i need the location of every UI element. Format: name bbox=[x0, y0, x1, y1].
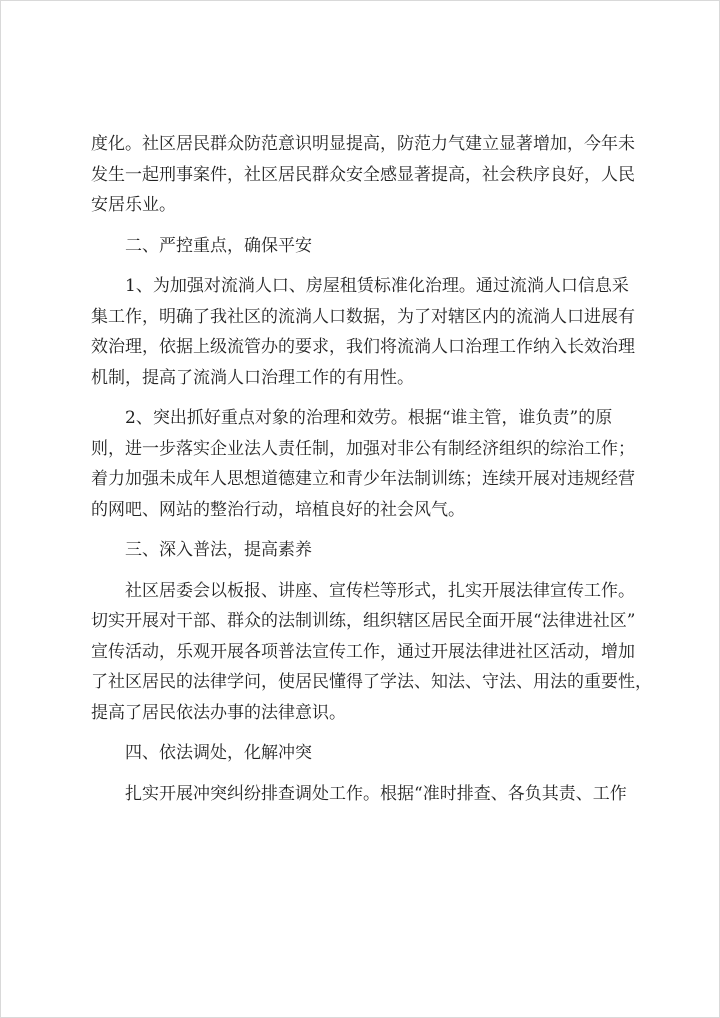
text-line: 宣传活动，乐观开展各项普法宣传工作，通过开展法律进社区活动，增加 bbox=[91, 641, 635, 662]
text-line: 度化。社区居民群众防范意识明显提高，防范力气建立显著增加，今年未 bbox=[91, 134, 635, 154]
heading-text: 四、依法调处，化解冲突 bbox=[125, 743, 312, 763]
section-heading-2 bbox=[91, 231, 641, 262]
paragraph-2-1 bbox=[91, 271, 641, 393]
heading-text: 二、严控重点，确保平安 bbox=[125, 235, 312, 256]
text-line: 切实开展对干部、群众的法制训练，组织辖区居民全面开展“法律进社区” bbox=[91, 611, 636, 631]
section-heading-3 bbox=[91, 535, 641, 566]
text-line: 社区居委会以板报、讲座、宣传栏等形式，扎实开展法律宣传工作。 bbox=[125, 580, 635, 601]
paragraph-intro bbox=[91, 129, 641, 221]
paragraph-2-2 bbox=[91, 403, 641, 525]
section-heading-4 bbox=[91, 738, 641, 769]
text-line: 着力加强未成年人思想道德建立和青少年法制训练；连续开展对违规经营 bbox=[91, 469, 635, 489]
text-line: 2、突出抓好重点对象的治理和效劳。根据“谁主管，谁负责”的原 bbox=[125, 408, 613, 428]
paragraph-3 bbox=[91, 576, 652, 729]
text-line: 提高了居民依法办事的法律意识。 bbox=[91, 702, 346, 723]
text-line: 则，进一步落实企业法人责任制，加强对非公有制经济组织的综治工作； bbox=[91, 438, 635, 459]
document-body bbox=[91, 129, 652, 809]
text-line: 扎实开展冲突纠纷排查调处工作。根据“准时排查、各负其责、工作 bbox=[125, 783, 627, 804]
heading-text: 三、深入普法，提高素养 bbox=[125, 540, 312, 560]
text-line: 发生一起刑事案件，社区居民群众安全感显著提高，社会秩序良好，人民 bbox=[91, 164, 635, 185]
text-line: 了社区居民的法律学问，使居民懂得了学法、知法、守法、用法的重要性， bbox=[91, 672, 652, 692]
text-line: 集工作，明确了我社区的流淌人口数据，为了对辖区内的流淌人口进展有 bbox=[91, 306, 635, 327]
paragraph-4 bbox=[91, 779, 641, 810]
text-line: 安居乐业。 bbox=[91, 195, 176, 215]
text-line: 的网吧、网站的整治行动，培植良好的社会风气。 bbox=[91, 499, 465, 520]
text-line: 1、为加强对流淌人口、房屋租赁标准化治理。通过流淌人口信息采 bbox=[125, 276, 629, 296]
text-line: 机制，提高了流淌人口治理工作的有用性。 bbox=[91, 367, 414, 388]
text-line: 效治理，依据上级流管办的要求，我们将流淌人口治理工作纳入长效治理 bbox=[91, 337, 635, 357]
